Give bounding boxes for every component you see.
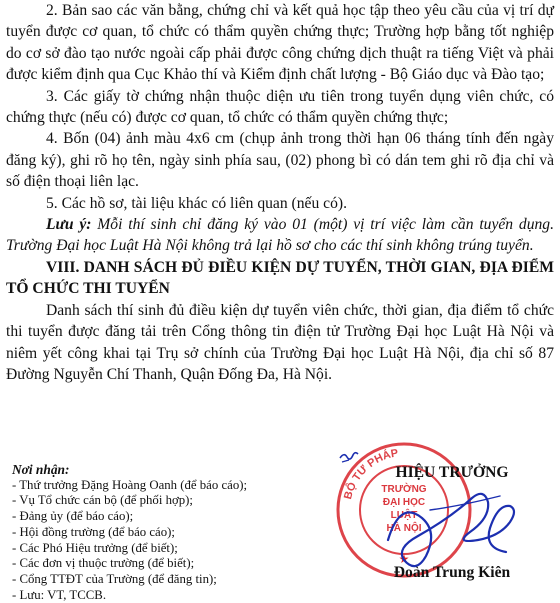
handwritten-signature-icon xyxy=(360,470,540,590)
seal-star-icon: ★ xyxy=(398,552,410,566)
note-paragraph xyxy=(6,214,554,257)
paragraph-other-documents: 5. Các hồ sơ, tài liệu khác có liên quan (nếu có). xyxy=(46,194,347,212)
seal-line: TRƯỜNG xyxy=(381,484,427,495)
recipient-item: - Lưu: VT, TCCB. xyxy=(12,587,107,602)
section-heading: VIII. DANH SÁCH ĐỦ ĐIỀU KIỆN DỰ TUYỂN, THỜI GIAN, ĐỊA ĐIỂM TỔ CHỨC THI TUYỂN xyxy=(6,258,554,298)
seal-ring-text: BỘ TƯ PHÁP xyxy=(342,447,400,501)
recipients-title: Nơi nhận: xyxy=(12,462,70,477)
paragraph-priority-certificates: 3. Các giấy tờ chứng nhận thuộc diện ưu tiên trong tuyển dụng viên chức, có chứng thực (nếu có) được cơ quan, tổ chức có thẩm quyền chứng thực; xyxy=(6,87,554,127)
note-label: Lưu ý: xyxy=(46,216,92,234)
note-text: Mỗi thí sinh chỉ đăng ký vào 01 (một) vị trí việc làm cần tuyển dụng. Trường Đại học Luật Hà Nội không trả lại hồ sơ cho các thí sinh không trúng tuyển. xyxy=(6,216,554,255)
recipient-item: - Thứ trưởng Đặng Hoàng Oanh (để báo cáo); xyxy=(12,477,248,492)
recipient-item: - Hội đồng trường (để báo cáo); xyxy=(12,524,175,539)
section-body: Danh sách thí sinh đủ điều kiện dự tuyển viên chức, thời gian, địa điểm tổ chức thi tuyển được đăng tải trên Cổng thông tin điện tử Trường Đại học Luật Hà Nội và niêm yết công khai tại Trụ sở chính của Trường Đại học Luật Hà Nội, địa chỉ số 87 Đường Nguyễn Chí Thanh, Quận Đống Đa, Hà Nội. xyxy=(6,301,554,383)
recipients-list xyxy=(12,462,342,603)
signer-name: Đoàn Trung Kiên xyxy=(393,564,511,581)
recipient-item: - Các đơn vị thuộc trường (để biết); xyxy=(12,556,195,571)
document-body xyxy=(6,0,554,385)
seal-line: LUẬT xyxy=(390,510,418,521)
paragraph-photos: 4. Bốn (04) ảnh màu 4x6 cm (chụp ảnh trong thời hạn 06 tháng tính đến ngày đăng ký), ghi rõ họ tên, ngày sinh phía sau, (02) phong bì có dán tem ghi rõ địa chỉ và số điện thoại liên lạc. xyxy=(6,130,554,191)
recipient-item: - Vụ Tổ chức cán bộ (để phối hợp); xyxy=(12,493,193,508)
seal-line: ĐẠI HỌC xyxy=(382,497,426,508)
signer-title: HIỆU TRƯỞNG xyxy=(395,464,509,481)
recipient-item: - Đảng ủy (để báo cáo); xyxy=(12,509,134,524)
recipient-item: - Cổng TTĐT của Trường (để đăng tin); xyxy=(12,571,217,586)
recipient-item: - Các Phó Hiệu trưởng (để biết); xyxy=(12,540,178,555)
paragraph-diplomas: 2. Bản sao các văn bằng, chứng chỉ và kết quả học tập theo yêu cầu của vị trí dự tuyển được cơ quan, tổ chức có thẩm quyền chứng thực; Trường hợp bằng tốt nghiệp do cơ sở đào tạo nước ngoài cấp phải được công chứng dịch thuật ra tiếng Việt và phải được kiểm định qua Cục Khảo thí và Kiểm định chất lượng - Bộ Giáo dục và Đào tạo; xyxy=(6,2,554,84)
seal-line: HÀ NỘI xyxy=(386,523,422,534)
